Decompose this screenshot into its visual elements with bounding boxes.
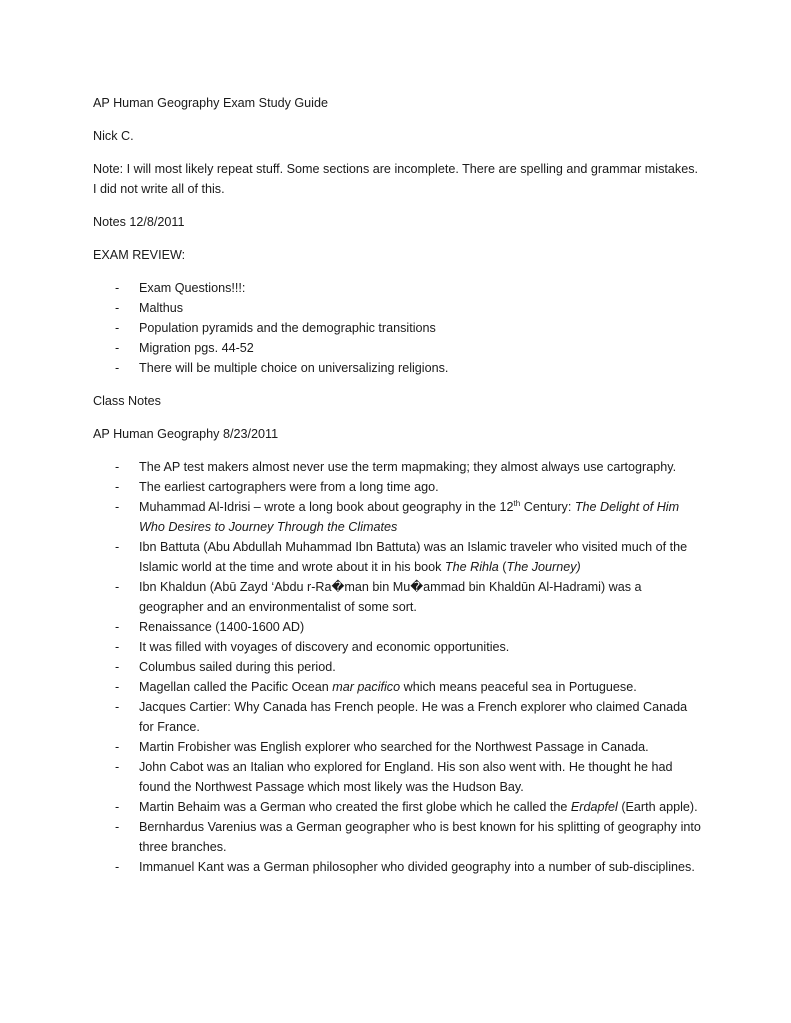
list-item: - Renaissance (1400-1600 AD): [93, 617, 703, 637]
dash-bullet: -: [115, 660, 120, 674]
class-notes-heading: Class Notes: [93, 394, 161, 408]
exam-review-heading: EXAM REVIEW:: [93, 248, 186, 262]
list-item: - Martin Behaim was a German who created the first globe which he called the Erdapfel (Earth apple).: [93, 797, 703, 817]
dash-bullet: -: [115, 640, 120, 654]
list-item: - Immanuel Kant was a German philosopher who divided geography into a number of sub-disciplines.: [93, 857, 703, 877]
list-item: - Bernhardus Varenius was a German geographer who is best known for his splitting of geography into three branches.: [93, 817, 703, 857]
dash-bullet: -: [115, 540, 120, 554]
note-paragraph: Note: I will most likely repeat stuff. Some sections are incomplete. There are spelling and grammar mistakes. I did not write all of this.: [93, 162, 698, 196]
dash-bullet: -: [115, 341, 120, 355]
list-item: - Migration pgs. 44-52: [93, 338, 703, 358]
list-item: - The AP test makers almost never use the term mapmaking; they almost always use cartography.: [93, 457, 703, 477]
dash-bullet: -: [115, 301, 120, 315]
list-item: - Jacques Cartier: Why Canada has French people. He was a French explorer who claimed Canada for France.: [93, 697, 703, 737]
notes-date: Notes 12/8/2011: [93, 215, 185, 229]
document-page: [93, 93, 703, 890]
dash-bullet: -: [115, 580, 120, 594]
list-item: - Population pyramids and the demographic transitions: [93, 318, 703, 338]
list-item: - Muhammad Al-Idrisi – wrote a long book about geography in the 12th Century: The Delight of Him Who Desires to Journey Through the Climates: [115, 499, 680, 534]
class-notes-list: [93, 457, 703, 877]
dash-bullet: -: [115, 480, 120, 494]
list-item: - Columbus sailed during this period.: [93, 657, 703, 677]
list-item: - Magellan called the Pacific Ocean mar pacifico which means peaceful sea in Portuguese.: [93, 677, 703, 697]
dash-bullet: -: [115, 820, 120, 834]
dash-bullet: -: [115, 740, 120, 754]
dash-bullet: -: [115, 800, 120, 814]
dash-bullet: -: [115, 760, 120, 774]
list-item: - Exam Questions!!!:: [93, 278, 703, 298]
dash-bullet: -: [115, 860, 120, 874]
exam-review-list: [93, 278, 703, 378]
author-name: Nick C.: [93, 129, 134, 143]
list-item: - Martin Frobisher was English explorer who searched for the Northwest Passage in Canada.: [93, 737, 703, 757]
dash-bullet: -: [115, 321, 120, 335]
dash-bullet: -: [115, 700, 120, 714]
dash-bullet: -: [115, 281, 120, 295]
class-notes-date-heading: AP Human Geography 8/23/2011: [93, 427, 279, 441]
list-item: - There will be multiple choice on universalizing religions.: [93, 358, 703, 378]
dash-bullet: -: [115, 680, 120, 694]
dash-bullet: -: [115, 361, 120, 375]
document-title: AP Human Geography Exam Study Guide: [93, 96, 328, 110]
list-item: - The earliest cartographers were from a long time ago.: [93, 477, 703, 497]
dash-bullet: -: [115, 460, 120, 474]
dash-bullet: -: [115, 620, 120, 634]
list-item: - Ibn Khaldun (Abū Zayd ‘Abdu r-Ra�man bin Mu�ammad bin Khaldūn Al-Hadrami) was a geographer and an environmentalist of some sort.: [93, 577, 703, 617]
dash-bullet: -: [115, 500, 120, 514]
list-item: - Malthus: [93, 298, 703, 318]
list-item: - Ibn Battuta (Abu Abdullah Muhammad Ibn Battuta) was an Islamic traveler who visited much of the Islamic world at the time and wrote about it in his book The Rihla (The Journey): [93, 537, 703, 577]
list-item: - John Cabot was an Italian who explored for England. His son also went with. He thought he had found the Northwest Passage which most likely was the Hudson Bay.: [93, 757, 703, 797]
list-item: - It was filled with voyages of discovery and economic opportunities.: [93, 637, 703, 657]
